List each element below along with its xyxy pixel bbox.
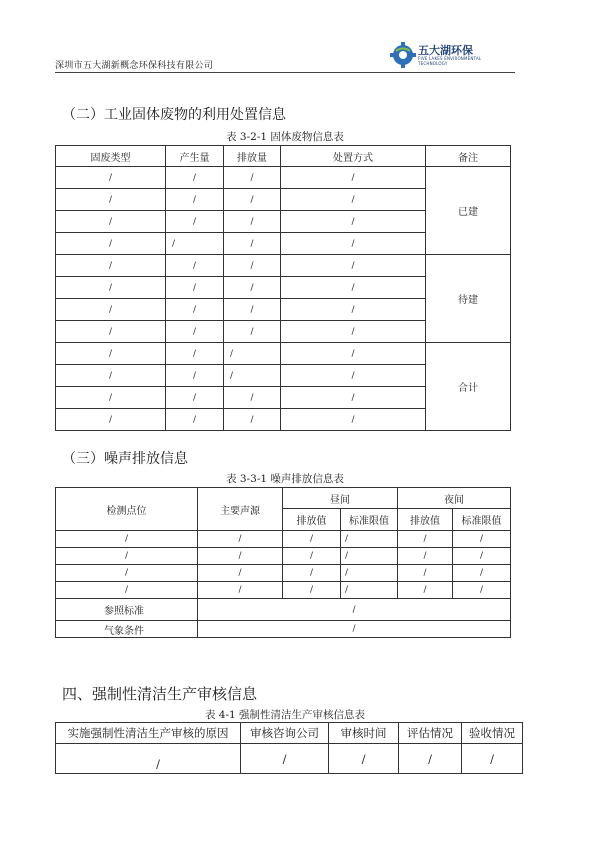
col-source: 主要声源: [198, 488, 283, 531]
table-row: / / / /: [56, 387, 511, 409]
audit-caption: 表 4-1 强制性清洁生产审核信息表: [204, 709, 366, 721]
col-day: 昼间: [283, 488, 398, 509]
audit-heading: 四、强制性清洁生产审核信息: [62, 685, 258, 703]
solid-waste-heading: （二）工业固体废物的利用处置信息: [62, 107, 286, 123]
day-limit: 标准限值: [341, 509, 398, 531]
col-emitted: 排放量: [224, 146, 281, 167]
table-row: / / / /: [56, 277, 511, 299]
table-row: / / / / /: [56, 744, 523, 774]
table-row: / / / /: [56, 233, 511, 255]
table-header-row: [56, 488, 511, 509]
col-reason: 实施强制性清洁生产审核的原因: [56, 723, 241, 744]
table-row: / / / / 合计: [56, 343, 511, 365]
night-emission: 排放值: [398, 509, 453, 531]
reference-standard-row: [56, 599, 511, 621]
group-built: 已建: [426, 167, 511, 255]
gear-logo-icon: [390, 42, 416, 68]
reference-standard-label: 参照标准: [56, 599, 198, 621]
col-disposal: 处置方式: [281, 146, 426, 167]
table-row: / / / /: [56, 211, 511, 233]
col-consulting: 审核咨询公司: [241, 723, 329, 744]
group-planned: 待建: [426, 255, 511, 343]
table-row: / / / / 已建: [56, 167, 511, 189]
col-produced: 产生量: [166, 146, 224, 167]
noise-table: [55, 487, 511, 638]
table-row: / / / /: [56, 189, 511, 211]
logo-subtext: FIVE LAKES ENVIRONMENTAL TECHNOLOGY: [418, 56, 482, 66]
audit-table: [55, 722, 523, 774]
table-row: / / / / / /: [56, 548, 511, 565]
table-row: / / / /: [56, 321, 511, 343]
solid-waste-table: [55, 145, 511, 431]
table-row: / / / / / /: [56, 582, 511, 599]
table-row: / / / / / /: [56, 565, 511, 582]
weather-value: /: [198, 621, 511, 638]
noise-heading: （三）噪声排放信息: [62, 451, 188, 467]
weather-label: 气象条件: [56, 621, 198, 638]
table-header-row: [56, 723, 523, 744]
col-night: 夜间: [398, 488, 511, 509]
weather-row: [56, 621, 511, 638]
col-point: 检测点位: [56, 488, 198, 531]
table-header-row: [56, 146, 511, 167]
col-audit-time: 审核时间: [329, 723, 399, 744]
table-row: / / / /: [56, 299, 511, 321]
table-row: / / / /: [56, 409, 511, 431]
noise-caption: 表 3-3-1 噪声排放信息表: [226, 473, 344, 485]
logo-text: 五大湖环保: [418, 44, 473, 57]
col-remark: 备注: [426, 146, 511, 167]
reference-standard-value: /: [198, 599, 511, 621]
company-name: 深圳市五大湖新概念环保科技有限公司: [55, 61, 214, 71]
night-limit: 标准限值: [453, 509, 511, 531]
day-emission: 排放值: [283, 509, 341, 531]
col-acceptance: 验收情况: [462, 723, 523, 744]
group-total: 合计: [426, 343, 511, 431]
solid-waste-caption: 表 3-2-1 固体废物信息表: [226, 131, 344, 143]
col-waste-type: 固废类型: [56, 146, 166, 167]
col-evaluation: 评估情况: [399, 723, 462, 744]
table-row: / / / / / /: [56, 531, 511, 548]
header-rule: [55, 72, 515, 73]
company-logo: [390, 40, 500, 70]
table-row: / / / / 待建: [56, 255, 511, 277]
table-row: / / / /: [56, 365, 511, 387]
